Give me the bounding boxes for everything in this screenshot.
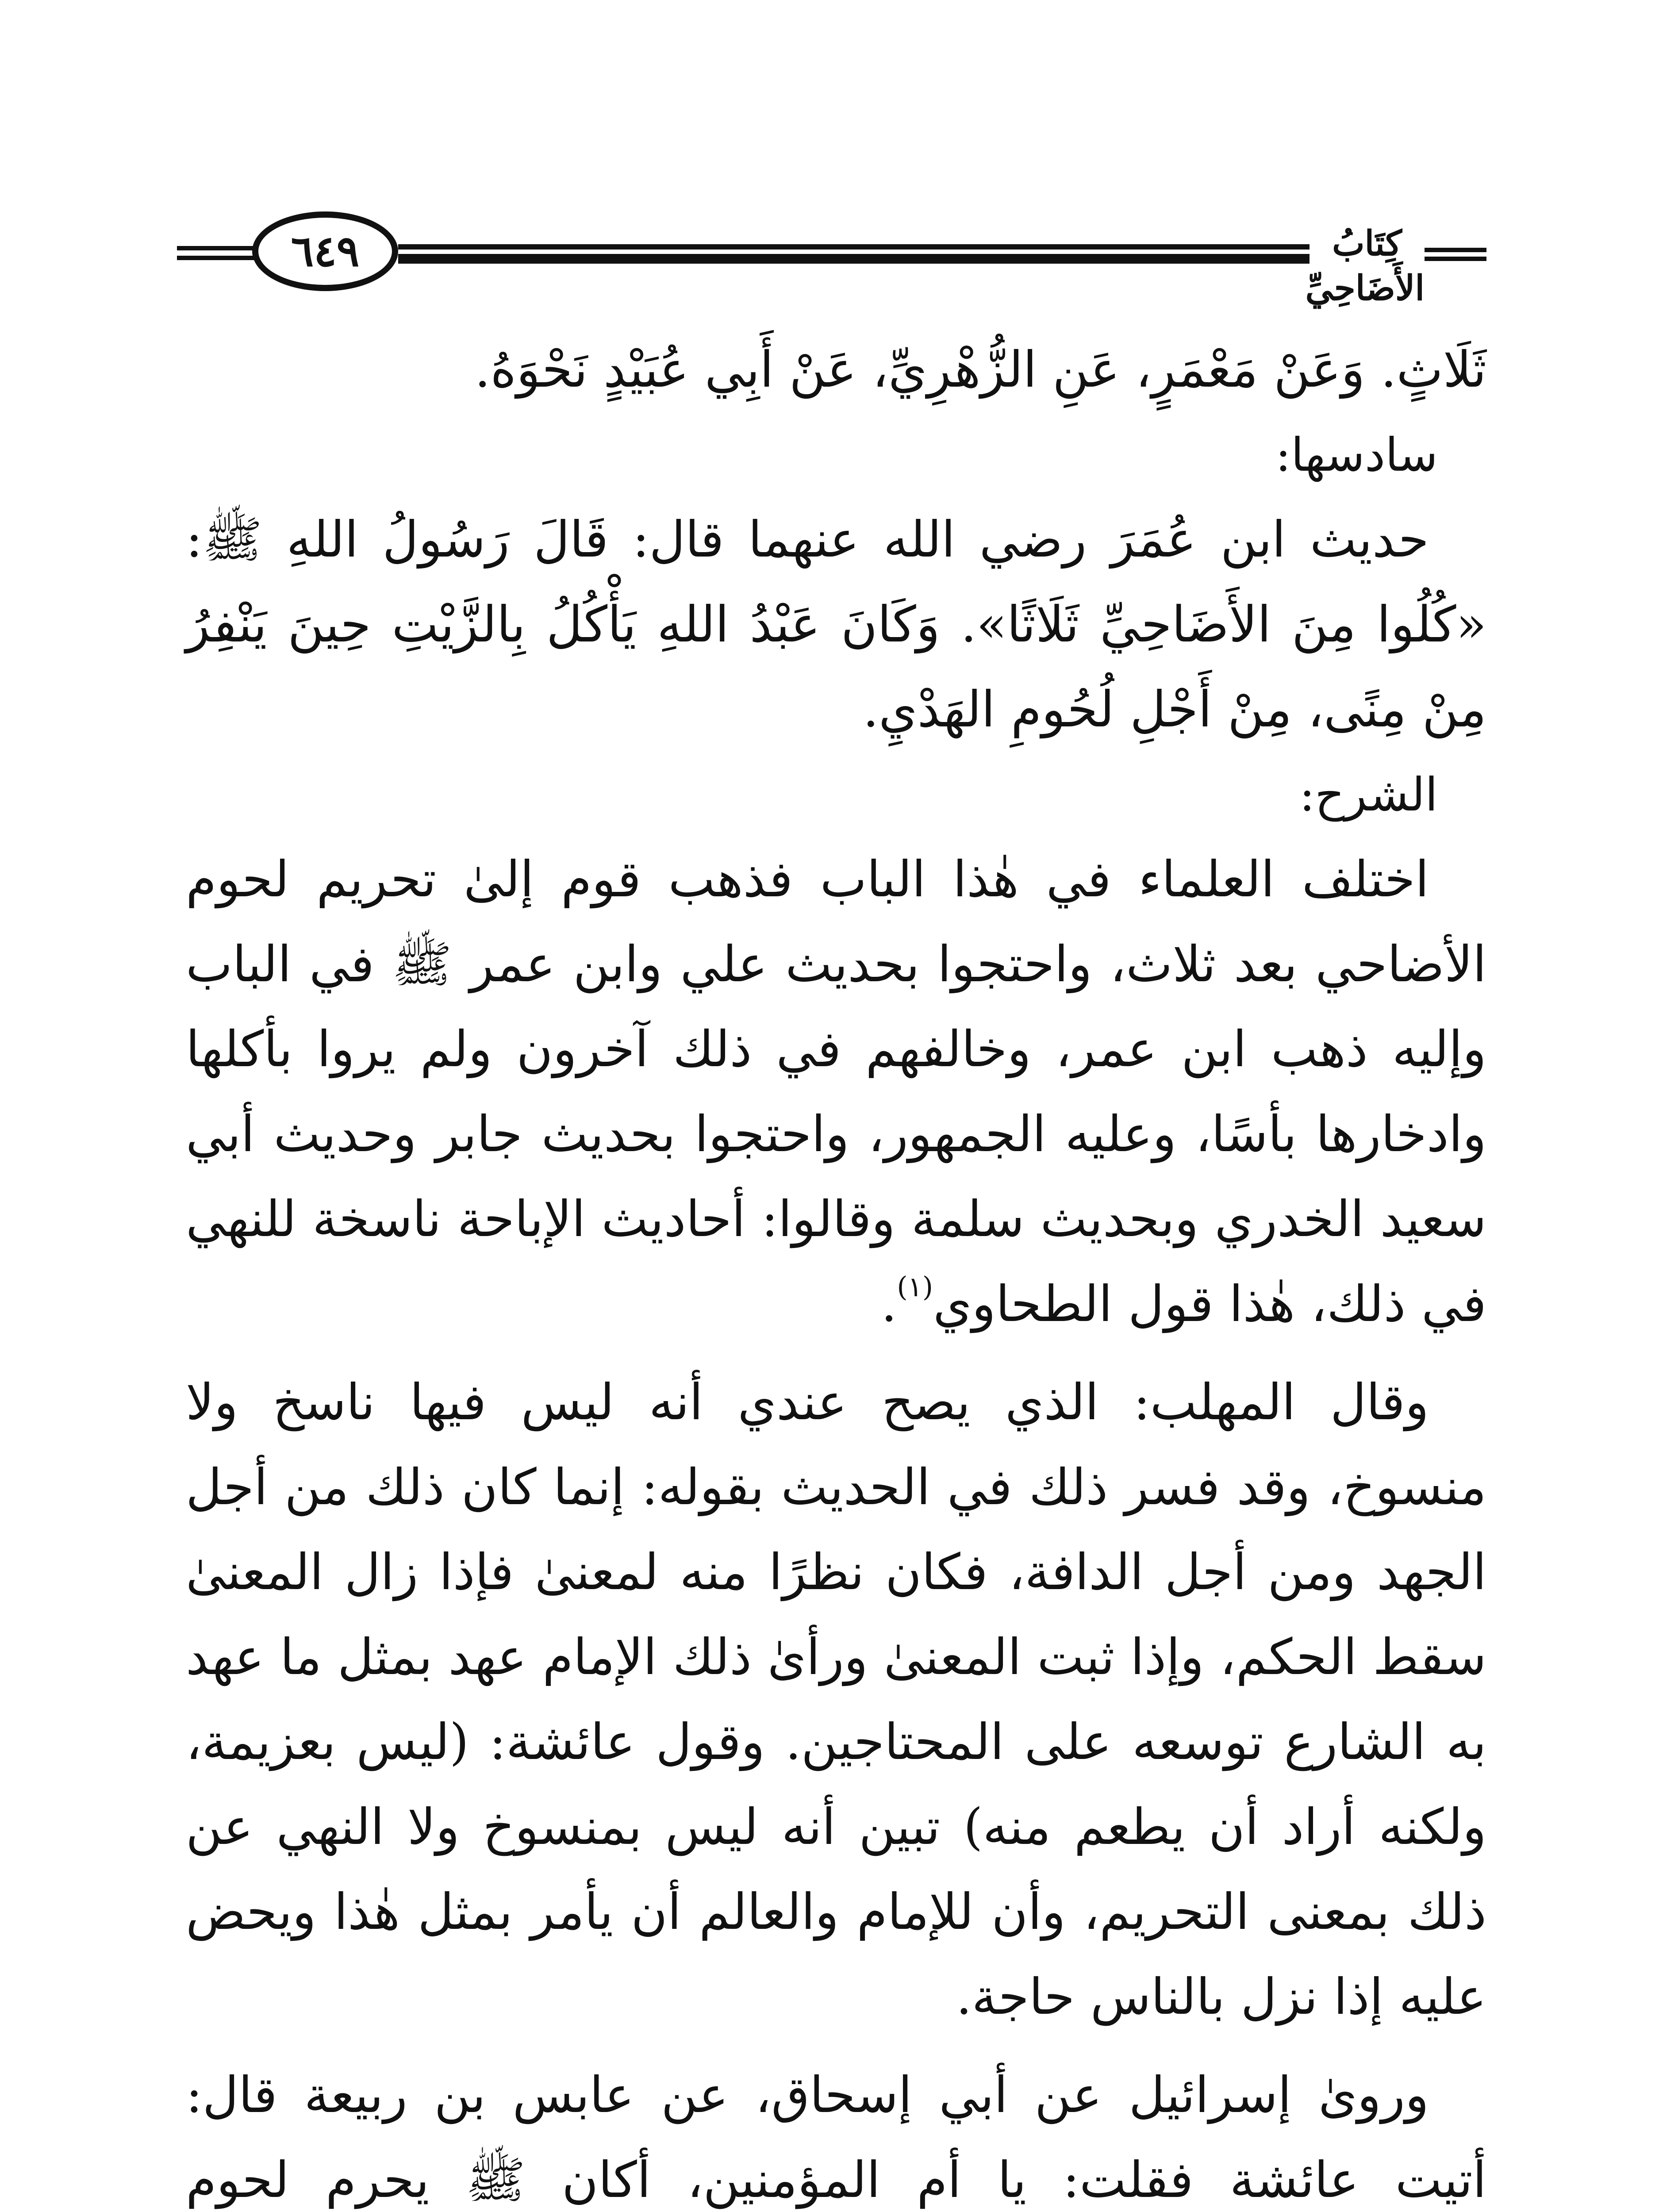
page-header <box>177 208 1486 309</box>
paragraph-text: اختلف العلماء في هٰذا الباب فذهب قوم إلىٰ تحريم لحوم الأضاحي بعد ثلاث، واحتجوا بحديث علي وابن عمر ﷺ في الباب وإليه ذهب ابن عمر، وخالفهم في ذلك آخرون ولم يروا بأكلها وادخارها بأسًا، وعليه الجمهور، واحتجوا بحديث جابر وحديث أبي سعيد الخدري وبحديث سلمة وقالوا: أحاديث الإباحة ناسخة للنهي في ذلك، هٰذا قول الطحاوي <box>186 851 1486 1333</box>
paragraph-muhallab: وقال المهلب: الذي يصح عندي أنه ليس فيها ناسخ ولا منسوخ، وقد فسر ذلك في الحديث بقوله: إنما كان ذلك من أجل الجهد ومن أجل الدافة، فكان نظرًا منه لمعنىٰ فإذا زال المعنىٰ سقط الحكم، وإذا ثبت المعنىٰ ورأىٰ ذلك الإمام عهد بمثل ما عهد به الشارع توسعه على المحتاجين. وقول عائشة: (ليس بعزيمة، ولكنه أراد أن يطعم منه) تبين أنه ليس بمنسوخ ولا النهي عن ذلك بمعنى التحريم، وأن للإمام والعالم أن يأمر بمثل هٰذا ويحض عليه إذا نزل بالناس حاجة. <box>186 1374 1486 2026</box>
section-label-sharh: الشرح: <box>1299 768 1438 822</box>
footnote-reference: (١) <box>897 1271 933 1303</box>
paragraph-end: . <box>881 1275 897 1333</box>
main-text <box>186 327 1486 2212</box>
header-rule <box>1425 248 1486 252</box>
header-rule <box>1425 257 1486 261</box>
header-rule <box>177 246 257 250</box>
header-rule <box>177 256 257 260</box>
header-rule <box>398 254 1310 264</box>
page-number-oval <box>252 211 398 291</box>
paragraph-hadith-end: ثَلَاثٍ. وَعَنْ مَعْمَرٍ، عَنِ الزُّهْرِيِّ، عَنْ أَبِي عُبَيْدٍ نَحْوَهُ. <box>474 341 1486 399</box>
section-label-sixth: سادسها: <box>1275 428 1438 482</box>
paragraph-sharh-ikhtilaf <box>186 837 1486 1347</box>
paragraph-hadith-ibn-umar: حديث ابن عُمَرَ رضي الله عنهما قال: قَالَ رَسُولُ اللهِ ﷺ: «كُلُوا مِنَ الأَضَاحِيِّ ثَلَاثًا». وَكَانَ عَبْدُ اللهِ يَأْكُلُ بِالزَّيْتِ حِينَ يَنْفِرُ مِنْ مِنًى، مِنْ أَجْلِ لُحُومِ الهَدْيِ. <box>186 511 1486 738</box>
book-title: كِتَابُ الأَضَاحِيِّ <box>1305 223 1425 309</box>
paragraph-israil: وروىٰ إسرائيل عن أبي إسحاق، عن عابس بن ربيعة قال: أتيت عائشة فقلت: يا أم المؤمنين، أكان ﷺ يحرم لحوم <box>186 2066 1486 2209</box>
page-number: ٦٤٩ <box>291 226 360 276</box>
header-rule <box>398 244 1310 250</box>
